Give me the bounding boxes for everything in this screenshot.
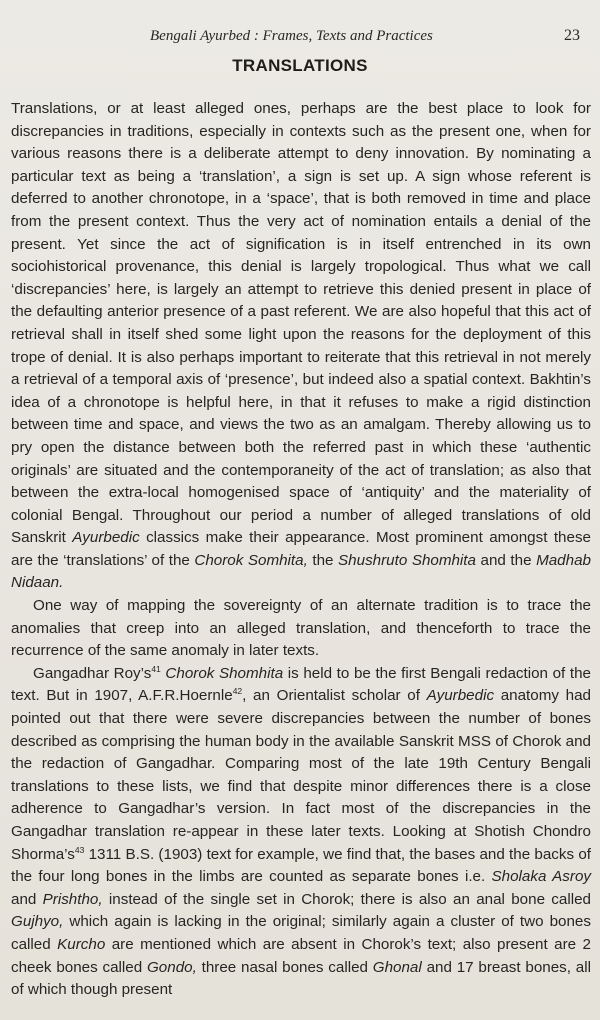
term-gondo: Gondo, — [146, 958, 197, 976]
term-ghonal: Ghonal — [372, 958, 422, 976]
footnote-41: 41 — [151, 663, 161, 674]
paragraph-1-text-2: classics make their appearance. Most prominent amongst these are the ‘translations’ of the — [11, 529, 591, 569]
paragraph-3 — [11, 663, 591, 1002]
paragraph-3-text-5: instead of the single set in Chorok; there is also an anal bone called — [108, 890, 591, 908]
title-chorok-shomhita: Chorok Shomhita — [165, 664, 284, 682]
paragraph-3-text-8: three nasal bones called — [201, 958, 368, 976]
section-heading: TRANSLATIONS — [232, 56, 368, 75]
author-gangadhar-roy: Gangadhar Roy’s — [33, 664, 152, 682]
paragraph-3-text-3: anatomy had pointed out that there were severe discrepancies between the number of bones described as comprising the human body in the available Sanskrit MSS of Chorok and the redaction of Gangadhar. Comparing most of the late 19th Century Bengali translations to these lists, we find that despite minor differences there is a close adherence to Gangadhar’s version. In fact most of the discrepancies in the Gangadhar translation re-appear in these later texts. Looking at Shotish Chondro Shorma’s — [11, 687, 591, 863]
term-prishtho: Prishtho, — [42, 890, 103, 908]
paragraph-1-and-the: and the — [480, 551, 532, 569]
paragraph-3-text-6: which again is lacking in the original; similarly again a cluster of two bones called — [11, 913, 591, 953]
term-ayurbedic: Ayurbedic — [72, 529, 140, 547]
paragraph-3-text-9: and 17 breast bones, all of which though present — [11, 958, 591, 999]
term-ayurbedic-2: Ayurbedic — [426, 687, 495, 705]
title-chorok-somhita: Chorok Somhita, — [194, 551, 308, 569]
paragraph-2: One way of mapping the sovereignty of an alternate tradition is to trace the anomalies that creep into an alleged translation, and thenceforth to trace the recurrence of the same anomaly in later texts. — [11, 597, 591, 660]
paragraph-3-and: and — [11, 890, 37, 908]
page-number: 23 — [564, 27, 580, 44]
running-header — [0, 28, 600, 48]
running-title: Bengali Ayurbed : Frames, Texts and Practices — [150, 28, 433, 44]
paragraph-1 — [11, 98, 591, 595]
paragraph-1-text: Translations, or at least alleged ones, perhaps are the best place to look for discrepancies in traditions, especially in contexts such as the present one, when for various reasons there is a deliberate attempt to deny innovation. By nominating a particular text as being a ‘translation’, a sign is set up. A sign whose referent is deferred to another chronotope, in a ‘space’, that is both removed in time and place from the present context. Thus the very act of nomination entails a denial of the present. Yet since the act of signification is in itself entrenched in its own sociohistorical provenance, this denial is largely tropological. Thus what we call ‘discrepancies’ here, is largely an attempt to retrieve this denied present in place of the defaulting anterior presence of a past referent. We are also hopeful that this act of retrieval shall in itself shed some light upon the reasons for the deployment of this trope of denial. It is also perhaps important to reiterate that this retrieval in not merely a retrieval of a temporal axis of ‘presence’, but indeed also a spatial context. Bakhtin’s idea of a chronotope is helpful here, in that it refuses to make a rigid distinction between time and space, and views the two as an amalgam. Thereby allowing us to pry open the distance between both the referred past in which these ‘authentic originals’ are situated and the contemporaneity of the act of translation; as also that between the extra-local homogenised space of ‘antiquity’ and the materiality of colonial Bengal. Throughout our period a number of alleged translations of old Sanskrit — [11, 100, 591, 547]
body-text — [11, 98, 591, 1002]
title-madhab-nidaan: Madhab Nidaan. — [11, 551, 591, 592]
footnote-43: 43 — [74, 844, 85, 855]
term-gujhyo: Gujhyo, — [11, 913, 64, 931]
paragraph-3-text-7: are mentioned which are absent in Chorok’s text; also present are 2 cheek bones called — [11, 935, 591, 976]
paragraph-1-the: the — [312, 551, 334, 569]
paragraph-3-text-1: is held to be the first Bengali redaction of the text. But in 1907, A.F.R.Hoernle — [11, 664, 591, 705]
title-shushruto-shomhita: Shushruto Shomhita — [338, 551, 476, 569]
paragraph-3-text-4: 1311 B.S. (1903) text for example, we find that, the bases and the backs of the four long bones in the limbs are counted as separate bones i.e. — [11, 845, 591, 886]
paragraph-3-text-2: , an Orientalist scholar of — [242, 687, 420, 705]
footnote-42: 42 — [232, 686, 243, 697]
term-kurcho: Kurcho — [57, 935, 106, 953]
term-sholaka-asroy: Sholaka Asroy — [491, 868, 591, 886]
